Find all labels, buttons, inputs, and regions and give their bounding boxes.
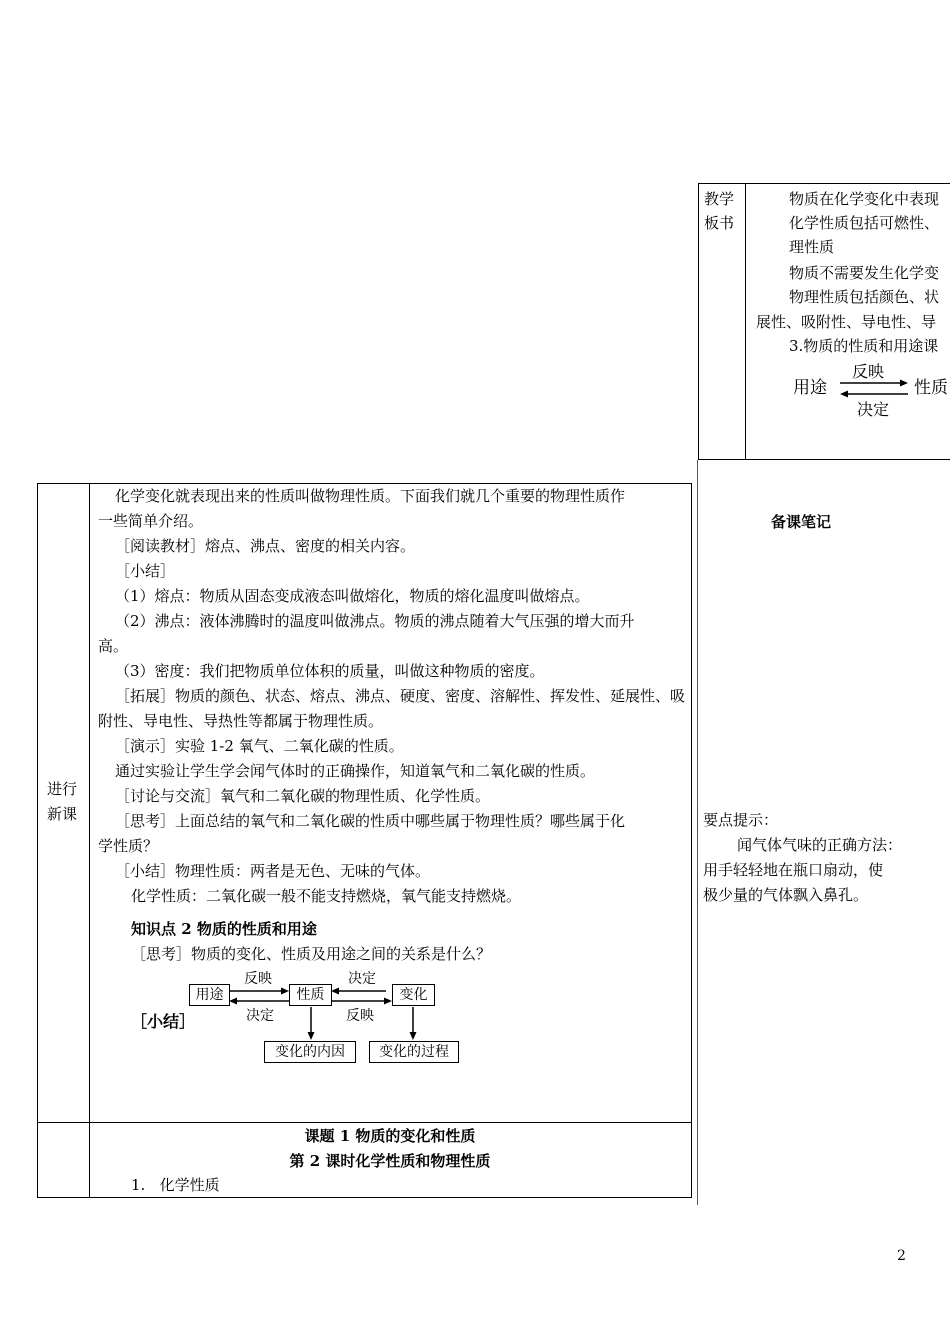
lesson-line: ［拓展］物质的颜色、状态、熔点、沸点、硬度、密度、溶解性、挥发性、延展性、吸	[115, 687, 686, 705]
think-question: ［思考］物质的变化、性质及用途之间的关系是什么？	[131, 945, 492, 963]
box-change: 变化	[392, 984, 435, 1006]
tip-line: 用手轻轻地在瓶口扇动，使	[703, 861, 884, 879]
tip-line: 极少量的气体飘入鼻孔。	[703, 886, 869, 904]
lesson-line: 化学变化就表现出来的性质叫做物理性质。下面我们就几个重要的物理性质作	[115, 487, 626, 505]
box-inner-cause: 变化的内因	[264, 1041, 356, 1063]
board-line: 理性质	[789, 238, 835, 256]
lesson-subtitle: 第 2 课时化学性质和物理性质	[289, 1152, 491, 1170]
box-use: 用途	[189, 984, 230, 1006]
board-line: 化学性质包括可燃性、	[789, 214, 940, 232]
board-diagram-bottom: 决定	[857, 400, 890, 419]
knowledge-point-title: 知识点 2 物质的性质和用途	[131, 920, 317, 938]
lesson-line: （2）沸点：液体沸腾时的温度叫做沸点。物质的沸点随着大气压强的增大而升	[115, 612, 635, 630]
lesson-line: ［小结］	[115, 562, 176, 580]
board-line: 物质不需要发生化学变	[789, 264, 940, 282]
lesson-line: 高。	[98, 637, 129, 655]
diagram-arrows	[228, 986, 428, 1042]
lesson-line: （3）密度：我们把物质单位体积的质量，叫做这种物质的密度。	[115, 662, 545, 680]
board-diagram-top: 反映	[852, 362, 885, 381]
board-label-2: 板书	[704, 214, 735, 232]
lesson-line: ［讨论与交流］氧气和二氧化碳的物理性质、化学性质。	[115, 787, 491, 805]
list-item-1: 1. 化学性质	[131, 1176, 220, 1194]
tip-line: 闻气体气味的正确方法：	[737, 836, 903, 854]
board-line: 物质在化学变化中表现	[789, 190, 940, 208]
lesson-line: ［演示］实验 1-2 氧气、二氧化碳的性质。	[115, 737, 404, 755]
lesson-line: （1）熔点：物质从固态变成液态叫做熔化，物质的熔化温度叫做熔点。	[115, 587, 590, 605]
right-column-divider	[697, 460, 698, 1205]
tip-title: 要点提示：	[703, 811, 779, 829]
section-label-2: 新课	[47, 805, 78, 823]
lesson-line: 一些简单介绍。	[98, 512, 204, 530]
board-diagram-arrows	[838, 378, 910, 400]
board-diagram-use: 用途	[793, 378, 827, 398]
diagram-summary-label: ［小结］	[131, 1012, 196, 1031]
arrow2-top-label: 决定	[348, 971, 376, 987]
arrow2-bottom-label: 反映	[346, 1008, 374, 1024]
section-label-1: 进行	[47, 780, 78, 798]
box-process: 变化的过程	[369, 1041, 459, 1063]
lesson-line: 附性、导电性、导热性等都属于物理性质。	[98, 712, 384, 730]
lesson-line: 化学性质：二氧化碳一般不能支持燃烧，氧气能支持燃烧。	[131, 887, 522, 905]
lesson-line: ［小结］物理性质：两者是无色、无味的气体。	[115, 862, 431, 880]
lesson-line: 学性质？	[98, 837, 159, 855]
lesson-line: ［思考］上面总结的氧气和二氧化碳的性质中哪些属于物理性质？哪些属于化	[115, 812, 626, 830]
box-property: 性质	[289, 984, 332, 1006]
arrow1-top-label: 反映	[244, 971, 272, 987]
lesson-line: 通过实验让学生学会闻气体时的正确操作，知道氧气和二氧化碳的性质。	[115, 762, 596, 780]
arrow1-bottom-label: 决定	[246, 1008, 274, 1024]
board-diagram-property: 性质	[914, 378, 948, 398]
board-label-1: 教学	[704, 190, 735, 208]
side-title: 备课笔记	[771, 513, 832, 531]
board-line: 3.物质的性质和用途课	[789, 337, 939, 355]
lesson-line: ［阅读教材］熔点、沸点、密度的相关内容。	[115, 537, 416, 555]
board-line: 展性、吸附性、导电性、导	[756, 313, 937, 331]
page-number: 2	[897, 1248, 906, 1264]
lesson-title: 课题 1 物质的变化和性质	[304, 1127, 476, 1145]
board-line: 物理性质包括颜色、状	[789, 288, 940, 306]
